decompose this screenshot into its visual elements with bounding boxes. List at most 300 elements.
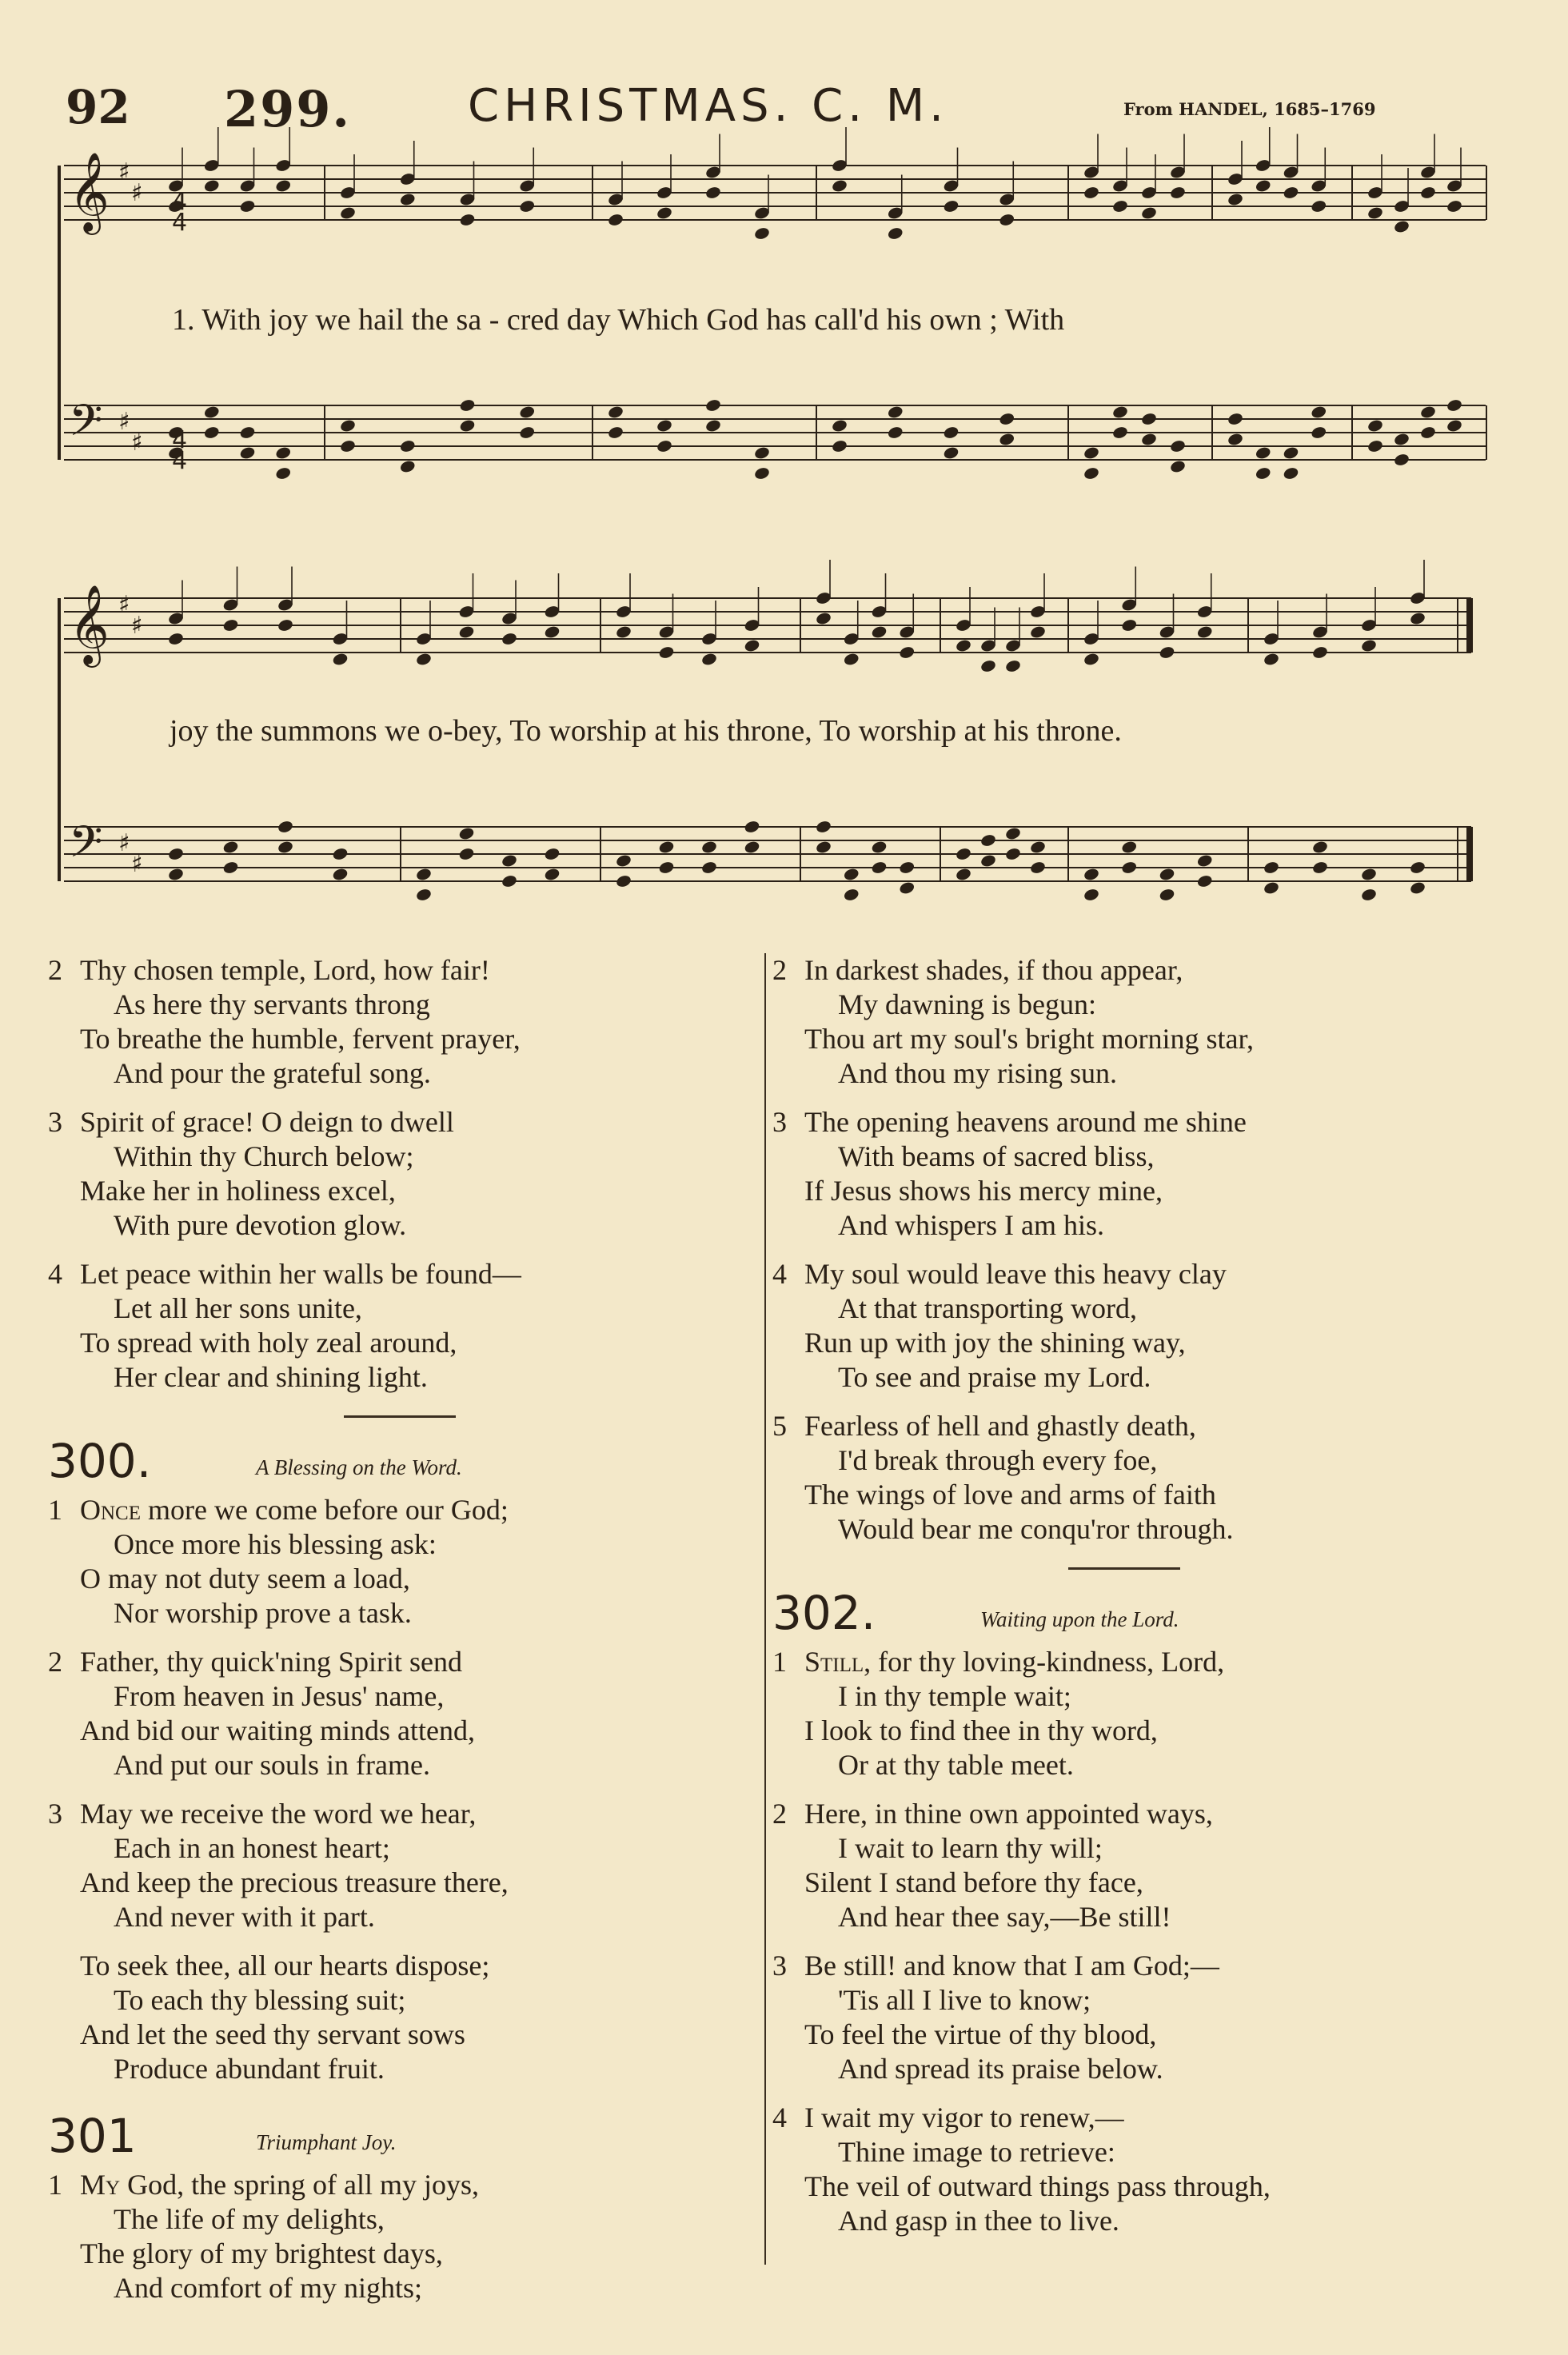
stanza [48,1257,752,1395]
bass-note [399,439,416,453]
treble-note [203,178,220,193]
verse-line [48,1645,752,1679]
bass-note [1196,874,1213,888]
verse-line: My dawning is begun: [838,988,1096,1020]
verse-line: O may not duty seem a load, [80,1563,410,1595]
verse-line: I'd break through every foe, [838,1444,1158,1476]
bass-note [277,840,293,854]
bass-note [999,432,1015,446]
line-text: Let peace within her walls be found— [80,1258,521,1290]
column-divider [764,953,766,2265]
verse-line: To spread with holy zeal around, [80,1327,457,1359]
hymn-heading [772,1578,1476,1642]
stanza-number: 5 [772,1410,787,1442]
time-signature: 4 [172,188,188,216]
key-signature-sharp: ♯ [118,408,130,436]
stanza-number: 4 [772,2102,787,2133]
bass-note [1263,880,1279,895]
stanza-number: 1 [48,2169,62,2201]
time-signature: 4 [172,426,188,454]
stanza-number: 3 [48,1798,62,1830]
bass-note [704,398,721,413]
verse-line: To each thy blessing suit; [114,1984,406,2016]
stanza [48,1105,752,1243]
verse-line: And never with it part. [114,1901,375,1933]
bass-note [1367,418,1383,433]
barline [1466,827,1471,881]
bass-note [239,425,256,440]
verse-line: With pure devotion glow. [114,1209,407,1241]
verse-line: Thou art my soul's bright morning star, [804,1023,1254,1055]
verse-line: As here thy servants throng [114,988,430,1020]
treble-note [1196,625,1213,639]
line-text: , for thy loving-kindness, Lord, [864,1646,1225,1678]
verse-line: And bid our waiting minds attend, [80,1714,475,1746]
right-text-column [772,953,1476,2253]
bass-note [753,466,770,481]
stanza-number: 3 [772,1950,787,1982]
hymn-number: 301 [48,2109,137,2163]
stanza-number: 2 [48,954,62,986]
lyric-line-1: 1. With joy we hail the sa - cred day Which God has call'd his own ; With [172,303,1065,337]
verse-line: And thou my rising sun. [838,1057,1118,1089]
bass-note [519,425,536,440]
bass-note [1367,439,1383,453]
left-text-column [48,953,752,2320]
bass-note [1196,853,1213,868]
bass-note [1083,466,1099,481]
bass-note [275,445,292,460]
barline [1247,598,1249,653]
stanza-number: 2 [772,954,787,986]
barline [1067,405,1069,460]
barline [800,827,801,881]
verse-line [48,2168,752,2202]
stanza [772,1257,1476,1395]
line-text: Father, thy quick'ning Spirit send [80,1646,463,1678]
treble-note [239,199,256,214]
bass-note [459,418,476,433]
verse-line: Would bear me conqu'ror through. [838,1513,1234,1545]
bass-note [871,860,888,875]
time-signature: 4 [172,447,188,475]
bass-note [1311,405,1327,419]
verse-line: Nor worship prove a task. [114,1597,412,1629]
bass-note [980,853,996,868]
line-text: Be still! and know that I am God;— [804,1950,1219,1982]
stanza [772,1949,1476,2086]
treble-note [415,652,432,666]
section-rule [344,1415,456,1418]
verse-line: Thine image to retrieve: [838,2136,1115,2168]
treble-note [1140,206,1157,220]
treble-note [1419,186,1436,200]
verse-line: And pour the grateful song. [114,1057,431,1089]
verse-line: Once more his blessing ask: [114,1528,437,1560]
bass-note [1121,860,1138,875]
verse-line [48,1797,752,1831]
bass-note [656,418,672,433]
hymn-subtitle: Triumphant Joy. [256,2130,397,2154]
treble-note [955,638,972,653]
hymn-number: 300. [48,1434,152,1488]
bass-note [332,847,349,861]
treble-note [753,226,770,241]
barline [1067,166,1069,220]
bass-note [1111,425,1128,440]
verse-line: And let the seed thy servant sows [80,2018,465,2050]
treble-note [1360,638,1377,653]
barline [1067,598,1069,653]
bass-note [1111,405,1128,419]
bass-note [415,888,432,902]
barline [1211,166,1213,220]
treble-note [1283,186,1299,200]
verse-line: Silent I stand before thy face, [804,1866,1143,1898]
verse-line: Let all her sons unite, [114,1292,362,1324]
verse-line: To breathe the humble, fervent prayer, [80,1023,521,1055]
treble-note [459,213,476,227]
verse-line: 'Tis all I live to know; [838,1984,1091,2016]
line-text: To seek thee, all our hearts dispose; [80,1950,490,1982]
verse-line [772,1797,1476,1831]
treble-note [458,625,475,639]
verse-line: Each in an honest heart; [114,1832,390,1864]
treble-note [544,625,561,639]
bass-note [415,867,432,881]
composer-credit: From HANDEL, 1685–1769 [1123,99,1376,119]
treble-note [887,226,904,241]
bass-note [1227,432,1243,446]
bass-note [955,867,972,881]
verse-line: I in thy temple wait; [838,1680,1071,1712]
bass-note [167,847,184,861]
bass-note [167,867,184,881]
barline [1351,166,1353,220]
barline [1486,166,1487,220]
bass-note [519,405,536,419]
treble-note [1367,206,1383,220]
verse-line [48,953,752,988]
treble-note [656,206,672,220]
bass-note [1393,432,1410,446]
verse-line: To feel the virtue of thy blood, [804,2018,1157,2050]
barline [1471,598,1473,653]
verse-line: Her clear and shining light. [114,1361,428,1393]
bass-note [544,847,561,861]
bass-note [999,412,1015,426]
bass-note [1409,860,1426,875]
key-signature-sharp: ♯ [118,158,130,186]
bass-note [815,840,832,854]
bass-note [1360,888,1377,902]
line-text: more we come before our God; [141,1494,509,1526]
bass-note [1419,405,1436,419]
verse-line: And hear thee say,—Be still! [838,1901,1171,1933]
barline [1211,405,1213,460]
barline [800,598,801,653]
stanza-number: 3 [48,1106,62,1138]
bass-note [887,405,904,419]
barline [400,598,401,653]
verse-line: Run up with joy the shining way, [804,1327,1186,1359]
bass-note [1263,860,1279,875]
bass-note [1311,840,1328,854]
barline [600,827,601,881]
bass-note [1083,867,1099,881]
key-signature-sharp: ♯ [131,612,143,640]
treble-note [831,178,848,193]
verse-line: Make her in holiness excel, [80,1175,396,1207]
bass-note [1419,425,1436,440]
verse-line: If Jesus shows his mercy mine, [804,1175,1163,1207]
bass-note [607,405,624,419]
line-text: God, the spring of all my joys, [120,2169,480,2201]
bass-note [458,826,475,840]
stanza [48,1645,752,1782]
bass-note [943,445,960,460]
line-text: May we receive the word we hear, [80,1798,477,1830]
bass-note [203,425,220,440]
key-signature-sharp: ♯ [131,850,143,878]
bass-note [1169,459,1186,473]
verse-line: The veil of outward things pass through, [804,2170,1271,2202]
verse-line: Or at thy table meet. [838,1749,1074,1781]
bass-note [700,840,717,854]
bass-note [1255,445,1271,460]
bass-note [1083,888,1099,902]
verse-line: And gasp in thee to live. [838,2205,1119,2237]
line-text: Thy chosen temple, Lord, how fair! [80,954,490,986]
treble-note [501,632,517,646]
bass-note [332,867,349,881]
verse-line: And put our souls in frame. [114,1749,430,1781]
bass-note [607,425,624,440]
bass-note [459,398,476,413]
key-signature-sharp: ♯ [118,591,130,619]
first-word: Still [804,1646,864,1678]
bass-note [203,405,220,419]
bass-note [704,418,721,433]
treble-note [1159,645,1175,660]
treble-note [658,645,675,660]
stanza [48,1949,752,2086]
barline [1486,405,1487,460]
treble-note [704,186,721,200]
stanza-number: 2 [48,1646,62,1678]
bass-note [1159,867,1175,881]
stanza [48,1493,752,1631]
bass-note [399,459,416,473]
line-text: In darkest shades, if thou appear, [804,954,1183,986]
barline [816,405,817,460]
bass-note [1360,867,1377,881]
first-word: Once [80,1494,141,1526]
line-text: Spirit of grace! O deign to dwell [80,1106,454,1138]
stanza [772,953,1476,1091]
bass-note [831,418,848,433]
treble-note [1029,625,1046,639]
bass-note [843,867,860,881]
bass-note [277,820,293,834]
bass-note [1283,466,1299,481]
bass-note [1283,445,1299,460]
treble-note [744,638,760,653]
bass-note [899,880,916,895]
bass-note [1446,418,1462,433]
bass-note [1311,860,1328,875]
bass-note [1140,412,1157,426]
treble-note [1255,178,1271,193]
barline [324,166,325,220]
stanza [48,1797,752,1934]
verse-line: And keep the precious treasure there, [80,1866,509,1898]
barline [1457,598,1458,653]
verse-line [48,1949,752,1983]
bass-note [1393,453,1410,467]
verse-line: I look to find thee in thy word, [804,1714,1158,1746]
treble-note [615,625,632,639]
first-word: My [80,2169,121,2201]
barline [1466,598,1471,653]
music-score [0,0,1568,928]
verse-line: To see and praise my Lord. [838,1361,1151,1393]
treble-note [607,213,624,227]
bass-note [615,874,632,888]
bass-note [1004,826,1021,840]
stanza [772,1645,1476,1782]
verse-line [772,2101,1476,2135]
barline [1457,827,1458,881]
verse-line [48,1493,752,1527]
treble-note [943,199,960,214]
treble-note [1083,652,1099,666]
line-text: My soul would leave this heavy clay [804,1258,1227,1290]
treble-note [1311,645,1328,660]
verse-line: The glory of my brightest days, [80,2237,443,2269]
treble-note [275,178,292,193]
bass-note [1159,888,1175,902]
stanza-number: 2 [772,1798,787,1830]
tune-title: CHRISTMAS. C. M. [468,80,948,132]
bass-note [843,888,860,902]
bass-note [501,853,517,868]
verse-line: Within thy Church below; [114,1140,414,1172]
stanza [48,953,752,1091]
treble-note [1227,192,1243,206]
line-text: I wait my vigor to renew,— [804,2102,1124,2133]
bass-note [1446,398,1462,413]
hymn-subtitle: Waiting upon the Lord. [980,1607,1179,1631]
bass-note [899,860,916,875]
bass-note [887,425,904,440]
treble-note [899,645,916,660]
bass-note [658,840,675,854]
barline [940,598,941,653]
barline [1247,827,1249,881]
bass-note [615,853,632,868]
bass-note [501,874,517,888]
treble-note [1393,219,1410,234]
treble-note [1311,199,1327,214]
system-brace [58,166,61,460]
bass-note [1029,840,1046,854]
treble-note [519,199,536,214]
treble-note [277,618,293,633]
treble-note [1446,199,1462,214]
bass-note [658,860,675,875]
treble-note [332,652,349,666]
stanza [772,2101,1476,2238]
barline [400,827,401,881]
treble-note [815,611,832,625]
treble-note [399,192,416,206]
line-text: The opening heavens around me shine [804,1106,1247,1138]
hymn-heading [48,2101,752,2165]
barline [816,166,817,220]
treble-note [222,618,239,633]
stanza-number: 4 [772,1258,787,1290]
verse-line: The life of my delights, [114,2203,385,2235]
hymn-number: 302. [772,1586,876,1640]
barline [600,598,601,653]
bass-note [656,439,672,453]
hymn-heading [48,1426,752,1490]
key-signature-sharp: ♯ [131,179,143,207]
bass-note [943,425,960,440]
bass-note [222,860,239,875]
treble-clef: 𝄞 [69,585,110,665]
barline [940,827,941,881]
verse-line [772,953,1476,988]
verse-line: At that transporting word, [838,1292,1137,1324]
bass-clef: 𝄢 [69,816,103,878]
bass-note [1121,840,1138,854]
barline [324,405,325,460]
barline [1471,827,1473,881]
bass-note [1004,847,1021,861]
treble-note [1121,618,1138,633]
bass-note [1255,466,1271,481]
bass-note [753,445,770,460]
stanza [772,1105,1476,1243]
key-signature-sharp: ♯ [118,829,130,857]
stanza-number: 3 [772,1106,787,1138]
verse-line: Produce abundant fruit. [114,2053,385,2085]
verse-line: I wait to learn thy will; [838,1832,1103,1864]
time-signature: 4 [172,209,188,237]
treble-clef: 𝄞 [69,152,110,232]
bass-note [1083,445,1099,460]
page-number: 92 [66,80,130,134]
bass-note [458,847,475,861]
verse-line [48,1105,752,1140]
hymn-subtitle: A Blessing on the Word. [256,1455,462,1479]
hymn-number: 299. [224,80,352,138]
line-text: Here, in thine own appointed ways, [804,1798,1213,1830]
treble-note [1111,199,1128,214]
treble-note [167,632,184,646]
treble-note [1083,186,1099,200]
bass-note [831,439,848,453]
verse-line: From heaven in Jesus' name, [114,1680,445,1712]
stanza-number: 1 [772,1646,787,1678]
stanza-number: 4 [48,1258,62,1290]
verse-line [772,1105,1476,1140]
verse-line: With beams of sacred bliss, [838,1140,1155,1172]
bass-note [1311,425,1327,440]
verse-line: The wings of love and arms of faith [804,1479,1216,1511]
